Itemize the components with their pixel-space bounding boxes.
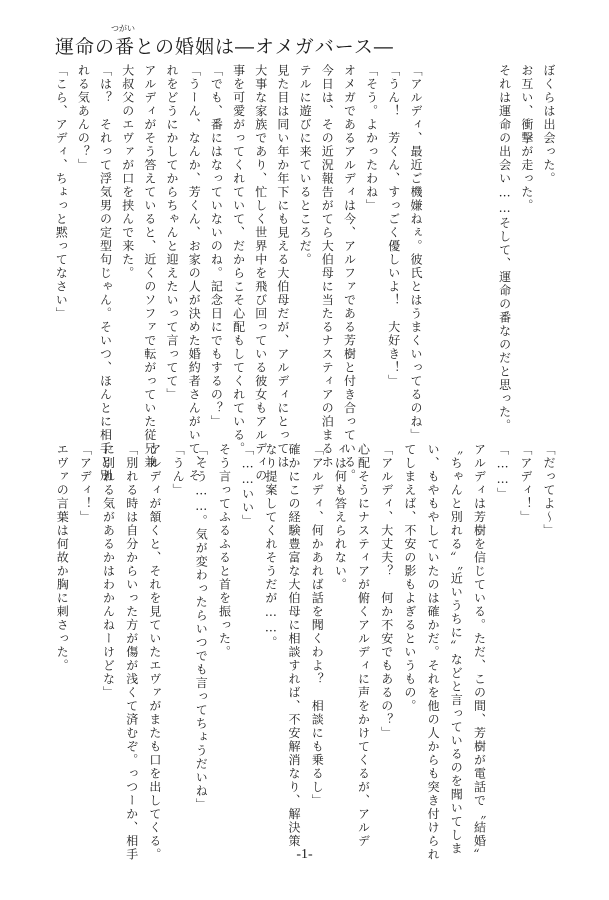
text-column: アルディは芳樹を信じている。ただ、この間、芳樹が電話で〝結婚〟 (472, 443, 487, 862)
text-column: い、もやもやしていたのは確かだ。それを他の人からも突き付けられ (426, 443, 441, 862)
text-column: それは運命の出会い……そして、運命の番なのだと思った。 (497, 64, 512, 433)
text-column: 大叔父のエヴァが口を挟んで来た。 (120, 64, 135, 280)
text-column: 「アルディ、最近ご機嫌ねぇ。彼氏とはうまくいってるのね」 (408, 64, 423, 442)
text-column: 「アルディ、大丈夫？ 何か不安でもあるの？」 (379, 443, 394, 740)
text-column: 「でも、番にはなっていないのね。記念日にでもするの？」 (209, 64, 224, 429)
text-column: 「そう。よかったわね」 (364, 64, 379, 213)
text-column: 「こら、アディ、ちょっと黙ってなさい」 (54, 64, 69, 321)
text-column: 「アルディ、何かあれば話を聞くわよ？ 相談にも乗るし」 (310, 443, 325, 808)
text-column: お互い、衝撃が走った。 (519, 64, 534, 213)
text-column: 「そう……。気が変わったらいつでも言ってちょうだいね」 (194, 443, 209, 812)
text-column: 「うん！ 芳くん、すっごく優しいよ！ 大好き！」 (386, 64, 401, 388)
text-column: れる気あんの？」 (76, 64, 91, 172)
text-column: 見た目は同い年か年下にも見える大伯母だが、アルディにとっては (275, 64, 290, 469)
text-column: れをどうにかしてからちゃんと迎えたいって言ってて」 (165, 64, 180, 402)
text-column: 「……いい」 (240, 443, 255, 528)
text-column: てしまえば、不安の影もよぎるというもの。 (402, 443, 417, 713)
text-column: オメガであるアルディは今、アルファである芳樹と付き合っている。 (342, 64, 357, 483)
lower-text-block (45, 443, 556, 862)
text-column: 「は？ それって浮気男の定型句じゃん。そいつ、ほんとに相手と別 (98, 64, 113, 483)
text-column: アルディがそう答えていると、近くのソファで転がっていた従兄兼 (142, 64, 157, 469)
text-column: 「だってよ～」 (542, 443, 556, 538)
text-column: 「アディ！」 (78, 443, 93, 524)
text-column: アルディが頷くと、それを見ていたエヴァがまたも口を出してくる。 (147, 443, 162, 862)
text-column: 「うん」 (171, 443, 186, 497)
text-column: ぼくらは出会った。 (542, 64, 556, 186)
text-column: 心配そうにナスティアが俯くアルディに声をかけてくるが、アルデ (356, 443, 371, 848)
text-column: 確かにこの経験豊富な大伯母に相談すれば、不安解消なり、解決策 (287, 443, 301, 848)
text-column: 「別れる時は自分からいった方が傷が浅くて済むぞ。っつーか、相手 (124, 443, 139, 862)
title-text: 運命の番との婚姻は―オメガバース― (55, 36, 394, 58)
page-number: -1- (296, 847, 313, 862)
text-column: 「アディ！」 (518, 443, 533, 524)
text-column: なり提案してくれそうだが……。 (263, 443, 278, 650)
text-column: 今日は、その近況報告がてら大伯母に当たるナスティアの泊まるホ (320, 64, 335, 469)
text-column: テルに遊びに来ているところだ。 (298, 64, 313, 267)
title-ruby: つがい (111, 24, 135, 33)
text-column: 「うーん、なんか、芳くん、お家の人が決めた婚約者さんがいて、そ (187, 64, 202, 483)
text-column: 〝ちゃんと別れる〟〝近いうちに〟などと言っているのを聞いてしま (449, 443, 464, 856)
text-column: 事を可愛がってくれていて、だからこそ心配もしてくれている。 (231, 64, 246, 456)
text-column: に別れる気があるかはわかんねーけどな」 (101, 443, 116, 700)
text-column: 大事な家族であり、忙しく世界中を飛び回っている彼女もアルディの (253, 64, 268, 483)
text-column: 「……」 (495, 443, 510, 501)
text-column: ィは何も答えられない。 (333, 443, 348, 592)
text-column: エヴァの言葉は何故か胸に刺さった。 (55, 443, 70, 673)
upper-text-block (45, 64, 556, 483)
page-title (55, 24, 394, 59)
text-column: そう言ってふるふると首を振った。 (217, 443, 232, 659)
